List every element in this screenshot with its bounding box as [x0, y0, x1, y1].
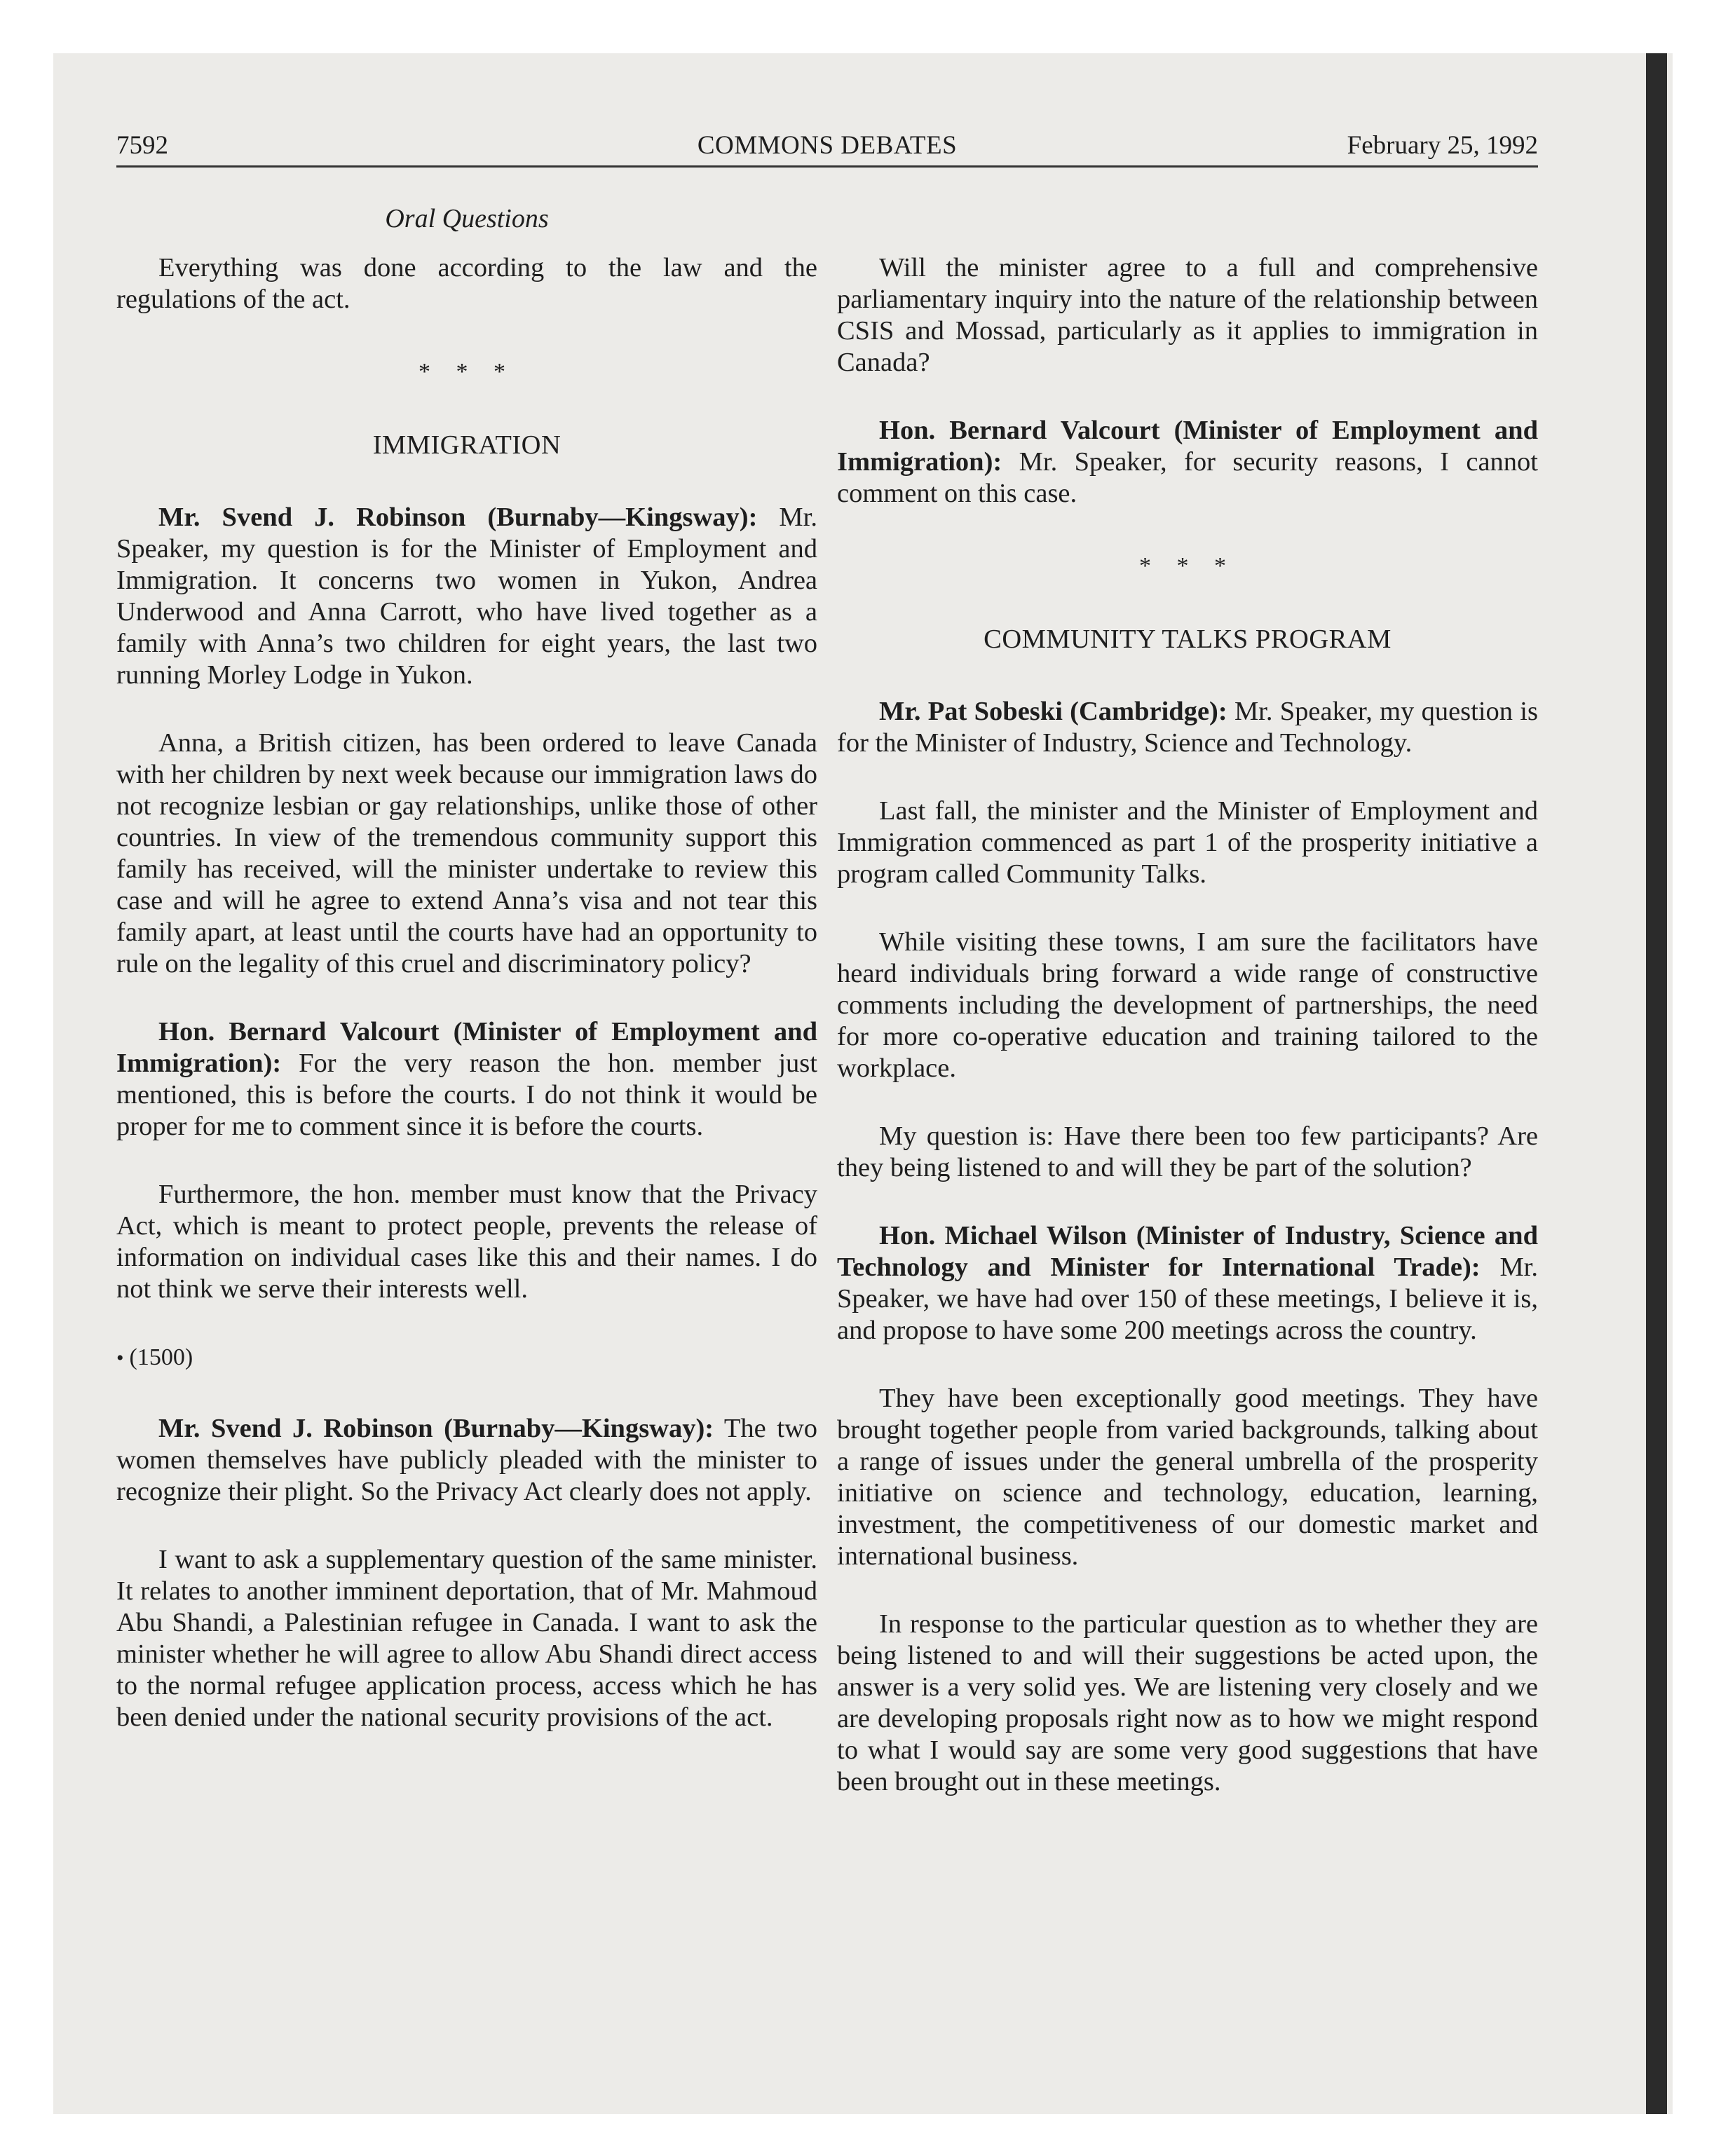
paragraph [837, 415, 1538, 510]
bullet-icon: • [116, 1346, 124, 1370]
time-label: (1500) [129, 1344, 193, 1370]
time-stamp [116, 1342, 817, 1374]
paragraph: Anna, a British citizen, has been ordered to leave Canada with her children by next week because our immigration laws do not recognize lesbian or gay relationships, unlike those of other countries. In view of the tremendous community support this family has received, will the minister undertake to review this case and will he agree to extend Anna’s visa and not tear this family apart, at least until the courts have had an opportunity to rule on the legality of this cruel and discriminatory policy? [116, 728, 817, 978]
speech-text: The two women themselves have publicly pleaded with the minister to recognize their plight. So the Privacy Act clearly does not apply. [116, 1414, 817, 1506]
section-heading: IMMIGRATION [372, 430, 562, 460]
section-separator: * * * [1139, 553, 1236, 579]
section-heading: COMMUNITY TALKS PROGRAM [984, 625, 1392, 654]
section-label: Oral Questions [385, 204, 549, 233]
paragraph [837, 1220, 1538, 1346]
right-column [837, 252, 1538, 1834]
paragraph: I want to ask a supplementary question of the same minister. It relates to another imminent deportation, that of Mr. Mahmoud Abu Shandi, a Palestinian refugee in Canada. I want to ask the minister whether he will agree to allow Abu Shandi direct access to the normal refugee application process, access which he has been denied under the national security provisions of the act. [116, 1545, 817, 1732]
speech-text: Mr. Speaker, my question is for the Minister of Industry, Science and Technology. [837, 697, 1538, 758]
speaker-name: Hon. Bernard Valcourt (Minister of Employment and Immigration): [116, 1017, 817, 1078]
publication-title: COMMONS DEBATES [697, 131, 958, 160]
speech-text: For the very reason the hon. member just mentioned, this is before the courts. I do not think it would be proper for me to comment since it is before the courts. [116, 1049, 817, 1141]
paragraph: My question is: Have there been too few participants? Are they being listened to and will they be part of the solution? [837, 1121, 1538, 1182]
paragraph: Will the minister agree to a full and comprehensive parliamentary inquiry into the nature of the relationship between CSIS and Mossad, particularly as it applies to immigration in Canada? [837, 253, 1538, 377]
speech-text: Mr. Speaker, we have had over 150 of these meetings, I believe it is, and propose to have some 200 meetings across the country. [837, 1253, 1539, 1345]
paragraph: Everything was done according to the law and the regulations of the act. [116, 253, 817, 314]
speaker-name: Mr. Svend J. Robinson (Burnaby—Kingsway): [158, 1414, 714, 1443]
paragraph [837, 696, 1538, 759]
speech-text: Mr. Speaker, my question is for the Minister of Employment and Immigration. It concerns two women in Yukon, Andrea Underwood and Anna Carrott, who have lived together as a family with Anna’s two children for eight years, the last two running Morley Lodge in Yukon. [116, 503, 817, 690]
paragraph [116, 1413, 817, 1508]
paragraph: In response to the particular question as to whether they are being listened to and will their suggestions be acted upon, the answer is a very solid yes. We are listening very closely and we are developing proposals right now as to how we might respond to what I would say are some very good suggestions that have been brought out in these meetings. [837, 1609, 1538, 1796]
publication-date: February 25, 1992 [1347, 131, 1538, 160]
section-separator: * * * [419, 359, 515, 385]
scan-edge-bar [1646, 53, 1667, 2114]
speaker-name: Hon. Michael Wilson (Minister of Industry, Science and Technology and Minister for International Trade): [837, 1221, 1538, 1282]
page-header [116, 130, 1538, 168]
speaker-name: Hon. Bernard Valcourt (Minister of Employment and Immigration): [837, 416, 1538, 477]
speech-text: Mr. Speaker, for security reasons, I cannot comment on this case. [837, 447, 1538, 508]
speaker-name: Mr. Pat Sobeski (Cambridge): [879, 697, 1227, 726]
paragraph: Furthermore, the hon. member must know that the Privacy Act, which is meant to protect people, prevents the release of information on individual cases like this and their names. I do not think we serve their interests well. [116, 1180, 817, 1304]
paragraph [116, 502, 817, 691]
paragraph: They have been exceptionally good meetings. They have brought together people from varied backgrounds, talking about a range of issues under the general umbrella of the prosperity initiative on science and technology, education, learning, investment, the competitiveness of our domestic market and international business. [837, 1384, 1538, 1571]
paragraph: While visiting these towns, I am sure the facilitators have heard individuals bring forward a wide range of constructive comments including the development of partnerships, the need for more co-operative education and training tailored to the workplace. [837, 927, 1538, 1083]
paragraph: Last fall, the minister and the Minister of Employment and Immigration commenced as part 1 of the prosperity initiative a program called Community Talks. [837, 796, 1538, 889]
paragraph [116, 1016, 817, 1142]
speaker-name: Mr. Svend J. Robinson (Burnaby—Kingsway): [158, 503, 758, 532]
left-column [116, 252, 817, 1770]
page-number: 7592 [116, 131, 168, 160]
